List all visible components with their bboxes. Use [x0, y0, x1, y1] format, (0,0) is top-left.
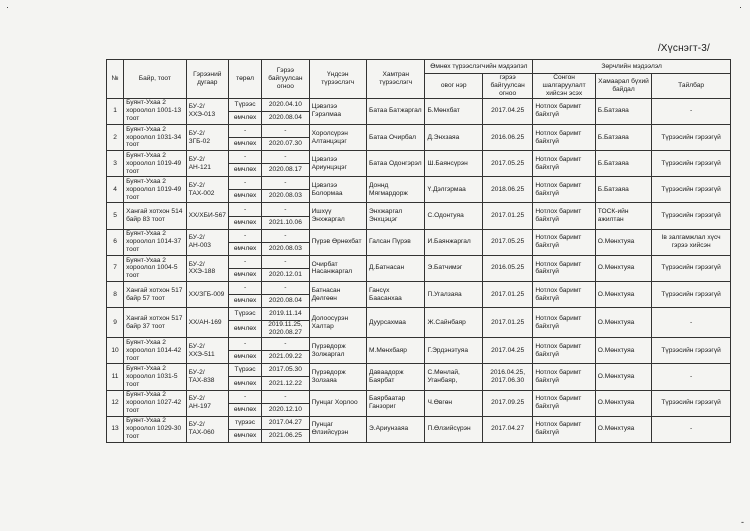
principal-tenant: Пүрэвдорж Золжаргал	[309, 338, 366, 364]
previous-tenant-name: Г.Эрдэнэтуяа	[425, 338, 482, 364]
row-no: 3	[107, 151, 124, 177]
table-row	[107, 282, 731, 295]
contract-number: БУ-2/ХХЭ-013	[186, 98, 228, 124]
contract-date: 2021.12.22	[262, 377, 309, 390]
note: Түрээсийн гэрээгүй	[652, 390, 731, 416]
contract-type: -	[228, 255, 261, 268]
principal-tenant: Долоосүрэн Халтар	[309, 308, 366, 338]
row-no: 4	[107, 177, 124, 203]
header-no: №	[107, 60, 124, 99]
table-row	[107, 177, 731, 190]
building-address: Буянт-Ухаа 2 хороолол 1014-42 тоот	[124, 338, 186, 364]
previous-contract-date: 2017.01.25	[482, 282, 532, 308]
table-row	[107, 416, 731, 429]
building-address: Буянт-Ухаа 2 хороолол 1027-42 тоот	[124, 390, 186, 416]
contract-type: -	[228, 177, 261, 190]
contract-type: Түрээс	[228, 364, 261, 377]
contract-date: 2020.08.04	[262, 295, 309, 308]
note: Ів залгамжлал хүсч гэрээ хийсэн	[652, 229, 731, 255]
previous-contract-date: 2017.01.25	[482, 203, 532, 229]
previous-contract-date: 2017.01.25	[482, 308, 532, 338]
contract-number: БУ-2/АН-197	[186, 390, 228, 416]
building-address: Хангай хотхон 517 байр 37 тоот	[124, 308, 186, 338]
contract-date: 2020.07.30	[262, 138, 309, 151]
table-header	[107, 60, 731, 99]
violation-status: Нотлох баримт байхгүй	[533, 203, 595, 229]
previous-tenant-name: Ү.Дэлгэрмаа	[425, 177, 482, 203]
related-party: О.Мөнхтуяа	[595, 229, 651, 255]
contract-date: 2020.08.04	[262, 111, 309, 124]
header-note: Тайлбар	[652, 74, 731, 99]
building-address: Буянт-Ухаа 2 хороолол 1019-49 тоот	[124, 151, 186, 177]
contract-type: түрээс	[228, 416, 261, 429]
co-tenant: Д.Батнасан	[367, 255, 425, 281]
contract-date: 2019.11.14	[262, 308, 309, 321]
previous-contract-date: 2017.04.25	[482, 338, 532, 364]
contract-date: 2020.08.03	[262, 242, 309, 255]
header-contract-no: Гэрээний дугаар	[186, 60, 228, 99]
header-accessibility: Хамаарал бүхий байдал	[595, 74, 651, 99]
building-address: Буянт-Ухаа 2 хороолол 1019-49 тоот	[124, 177, 186, 203]
contract-type: -	[228, 229, 261, 242]
header-violation-group: Зөрчлийн мэдээлэл	[533, 60, 731, 74]
previous-contract-date: 2016.05.25	[482, 255, 532, 281]
previous-tenant-name: Б.Мөнхбат	[425, 98, 482, 124]
related-party: О.Мөнхтуяа	[595, 390, 651, 416]
previous-tenant-name: Д.Энхзаяа	[425, 124, 482, 150]
violation-status: Нотлох баримт байхгүй	[533, 255, 595, 281]
contract-date: -	[262, 124, 309, 137]
violation-status: Нотлох баримт байхгүй	[533, 124, 595, 150]
previous-tenant-name: С.Мөнлай, Уганбаяр,	[425, 364, 482, 390]
violation-register-table	[106, 59, 731, 443]
previous-contract-date: 2017.05.25	[482, 229, 532, 255]
co-tenant: Энхжаргал Энхцэцэг	[367, 203, 425, 229]
principal-tenant: Ишхүү Энхжаргал	[309, 203, 366, 229]
co-tenant: Гансүх Баасанхаа	[367, 282, 425, 308]
contract-date: -	[262, 229, 309, 242]
contract-type: өмчлөх	[228, 429, 261, 442]
row-no: 10	[107, 338, 124, 364]
previous-contract-date: 2017.04.27	[482, 416, 532, 442]
building-address: Буянт-Ухаа 2 хороолол 1029-30 тоот	[124, 416, 186, 442]
contract-number: ХХ/ХБИ-567	[186, 203, 228, 229]
contract-date: -	[262, 338, 309, 351]
contract-number: БУ-2/ХХЭ-511	[186, 338, 228, 364]
header-principal-tenant: Үндсэн түрээслэгч	[309, 60, 366, 99]
contract-date: 2020.08.17	[262, 164, 309, 177]
contract-date: -	[262, 255, 309, 268]
related-party: Б.Батзаяа	[595, 124, 651, 150]
previous-tenant-name: С.Одонтуяа	[425, 203, 482, 229]
contract-date: -	[262, 177, 309, 190]
contract-date: 2020.12.01	[262, 268, 309, 281]
note: -	[652, 416, 731, 442]
contract-type: Түрээс	[228, 98, 261, 111]
building-address: Буянт-Ухаа 2 хороолол 1001-13 тоот	[124, 98, 186, 124]
contract-date: 2021.10.06	[262, 216, 309, 229]
contract-type: өмчлөх	[228, 295, 261, 308]
table-row	[107, 390, 731, 403]
row-no: 7	[107, 255, 124, 281]
note: -	[652, 98, 731, 124]
note: Түрээсийн гэрээгүй	[652, 177, 731, 203]
corner-mark-top-left: ·	[6, 2, 9, 12]
previous-tenant-name: Ш.Баянсүрэн	[425, 151, 482, 177]
previous-contract-date: 2017.04.25	[482, 98, 532, 124]
contract-date: 2017.05.30	[262, 364, 309, 377]
contract-date: 2021.09.22	[262, 351, 309, 364]
principal-tenant: Пунцаг Хорлоо	[309, 390, 366, 416]
table-row	[107, 255, 731, 268]
principal-tenant: Пүрэвдорж Золзаяа	[309, 364, 366, 390]
violation-status: Нотлох баримт байхгүй	[533, 151, 595, 177]
contract-number: БУ-2/ТАХ-002	[186, 177, 228, 203]
contract-date: -	[262, 282, 309, 295]
note: Түрээсийн гэрээгүй	[652, 151, 731, 177]
related-party: О.Мөнхтуяа	[595, 282, 651, 308]
appendix-label: /Хүснэгт-3/	[657, 43, 710, 54]
table-row	[107, 229, 731, 242]
principal-tenant: Хоролсүрэн Алтанцэцэг	[309, 124, 366, 150]
contract-date: 2017.04.27	[262, 416, 309, 429]
contract-type: өмчлөх	[228, 216, 261, 229]
note: Түрээсийн гэрээгүй	[652, 255, 731, 281]
contract-type: Түрээс	[228, 308, 261, 321]
row-no: 9	[107, 308, 124, 338]
previous-contract-date: 2016.04.25, 2017.06.30	[482, 364, 532, 390]
contract-date: 2021.06.25	[262, 429, 309, 442]
row-no: 13	[107, 416, 124, 442]
contract-type: өмчлөх	[228, 138, 261, 151]
corner-mark-bottom-right: -	[741, 517, 744, 527]
building-address: Хангай хотхон 517 байр 57 тоот	[124, 282, 186, 308]
related-party: О.Мөнхтуяа	[595, 255, 651, 281]
contract-number: БУ-2/ЗГБ-02	[186, 124, 228, 150]
table-row	[107, 364, 731, 377]
contract-number: БУ-2/АН-121	[186, 151, 228, 177]
principal-tenant: Цэвэлээ Болормаа	[309, 177, 366, 203]
previous-contract-date: 2018.06.25	[482, 177, 532, 203]
principal-tenant: Батнасан Дөлгөөн	[309, 282, 366, 308]
building-address: Буянт-Ухаа 2 хороолол 1004-5 тоот	[124, 255, 186, 281]
principal-tenant: Очирбат Насанжаргал	[309, 255, 366, 281]
contract-type: өмчлөх	[228, 377, 261, 390]
previous-tenant-name: П.Угалзаяа	[425, 282, 482, 308]
table-row	[107, 203, 731, 216]
related-party: ТОСК-ийн ажилтан	[595, 203, 651, 229]
contract-number: БУ-2/ХХЭ-188	[186, 255, 228, 281]
violation-status: Нотлох баримт байхгүй	[533, 364, 595, 390]
contract-type: -	[228, 390, 261, 403]
note: Түрээсийн гэрээгүй	[652, 282, 731, 308]
co-tenant: М.Мөнхбаяр	[367, 338, 425, 364]
contract-type: өмчлөх	[228, 268, 261, 281]
previous-contract-date: 2017.05.25	[482, 151, 532, 177]
co-tenant: Галсан Пүрэв	[367, 229, 425, 255]
related-party: Б.Батзаяа	[595, 177, 651, 203]
contract-number: БУ-2/АН-003	[186, 229, 228, 255]
contract-type: өмчлөх	[228, 164, 261, 177]
co-tenant: Батаа Одонгэрэл	[367, 151, 425, 177]
violation-status: Нотлох баримт байхгүй	[533, 229, 595, 255]
previous-tenant-name: Э.Батчимэг	[425, 255, 482, 281]
table-row	[107, 151, 731, 164]
co-tenant: Баярбаатар Ганзориг	[367, 390, 425, 416]
co-tenant: Даваадорж Баярбат	[367, 364, 425, 390]
violation-status: Нотлох баримт байхгүй	[533, 338, 595, 364]
violation-status: Нотлох баримт байхгүй	[533, 177, 595, 203]
contract-type: -	[228, 282, 261, 295]
row-no: 11	[107, 364, 124, 390]
previous-tenant-name: Ч.Өвгөн	[425, 390, 482, 416]
note: Түрээсийн гэрээгүй	[652, 203, 731, 229]
row-no: 12	[107, 390, 124, 416]
table-row	[107, 98, 731, 111]
contract-number: ХХ/АН-169	[186, 308, 228, 338]
building-address: Буянт-Ухаа 2 хороолол 1014-37 тоот	[124, 229, 186, 255]
principal-tenant: Пунцаг Өлзийсүрэн	[309, 416, 366, 442]
contract-date: 2019.11.25, 2020.08.27	[262, 321, 309, 338]
previous-tenant-name: П.Өлзийсүрэн	[425, 416, 482, 442]
related-party: О.Мөнхтуяа	[595, 416, 651, 442]
table-row	[107, 338, 731, 351]
co-tenant: Дуурсахмаа	[367, 308, 425, 338]
building-address: Буянт-Ухаа 2 хороолол 1031-34 тоот	[124, 124, 186, 150]
contract-date: 2020.08.03	[262, 190, 309, 203]
violation-status: Нотлох баримт байхгүй	[533, 308, 595, 338]
contract-date: 2020.04.10	[262, 98, 309, 111]
contract-number: ХХ/ЗГБ-009	[186, 282, 228, 308]
contract-type: -	[228, 151, 261, 164]
header-prev-group: Өмнөх түрээслэгчийн мэдээлэл	[425, 60, 533, 74]
contract-type: -	[228, 124, 261, 137]
contract-type: өмчлөх	[228, 403, 261, 416]
row-no: 1	[107, 98, 124, 124]
note: -	[652, 364, 731, 390]
previous-contract-date: 2017.09.25	[482, 390, 532, 416]
note: Түрээсийн гэрээгүй	[652, 338, 731, 364]
contract-type: өмчлөх	[228, 111, 261, 124]
principal-tenant: Цэвэлээ Ариунцэцэг	[309, 151, 366, 177]
previous-tenant-name: Ж.Сайнбаяр	[425, 308, 482, 338]
note: Түрээсийн гэрээгүй	[652, 124, 731, 150]
table-body	[107, 98, 731, 442]
previous-contract-date: 2016.06.25	[482, 124, 532, 150]
co-tenant: Э.Ариунзаяа	[367, 416, 425, 442]
row-no: 6	[107, 229, 124, 255]
header-contract-date: Гэрээ байгуулсан огноо	[262, 60, 309, 99]
header-building: Байр, тоот	[124, 60, 186, 99]
contract-type: өмчлөх	[228, 242, 261, 255]
contract-type: өмчлөх	[228, 351, 261, 364]
building-address: Хангай хотхон 514 байр 83 тоот	[124, 203, 186, 229]
contract-date: -	[262, 390, 309, 403]
contract-type: -	[228, 338, 261, 351]
co-tenant: Батаа Очирбал	[367, 124, 425, 150]
violation-status: Нотлох баримт байхгүй	[533, 390, 595, 416]
violation-status: Нотлох баримт байхгүй	[533, 416, 595, 442]
table-row	[107, 308, 731, 321]
contract-date: -	[262, 151, 309, 164]
header-violation-found: Сонгон шалгаруулалт хийсэн эсэх	[533, 74, 595, 99]
previous-tenant-name: И.Баянжаргал	[425, 229, 482, 255]
table-row	[107, 124, 731, 137]
row-no: 2	[107, 124, 124, 150]
contract-number: БУ-2/ТАХ-838	[186, 364, 228, 390]
contract-date: -	[262, 203, 309, 216]
related-party: О.Мөнхтуяа	[595, 338, 651, 364]
co-tenant: Доннд Мягмардорж	[367, 177, 425, 203]
header-type: төрөл	[228, 60, 261, 99]
related-party: Б.Батзаяа	[595, 151, 651, 177]
related-party: Б.Батзаяа	[595, 98, 651, 124]
contract-number: БУ-2/ТАХ-060	[186, 416, 228, 442]
principal-tenant: Цэвэлээ Гэрэлмаа	[309, 98, 366, 124]
principal-tenant: Пүрэв Өрнөхбат	[309, 229, 366, 255]
header-co-tenant: Хамтран түрээслэгч	[367, 60, 425, 99]
related-party: О.Мөнхтуяа	[595, 364, 651, 390]
header-prev-name: овог нэр	[425, 74, 482, 99]
building-address: Буянт-Ухаа 2 хороолол 1031-5 тоот	[124, 364, 186, 390]
violation-status: Нотлох баримт байхгүй	[533, 282, 595, 308]
related-party: О.Мөнхтуяа	[595, 308, 651, 338]
note: -	[652, 308, 731, 338]
contract-type: өмчлөх	[228, 321, 261, 338]
row-no: 8	[107, 282, 124, 308]
co-tenant: Батаа Батжаргал	[367, 98, 425, 124]
contract-date: 2020.12.10	[262, 403, 309, 416]
contract-type: -	[228, 203, 261, 216]
contract-type: өмчлөх	[228, 190, 261, 203]
header-prev-date: гэрээ байгуулсан огноо	[482, 74, 532, 99]
row-no: 5	[107, 203, 124, 229]
corner-mark-top-right: ·	[739, 2, 742, 12]
violation-status: Нотлох баримт байхгүй	[533, 98, 595, 124]
